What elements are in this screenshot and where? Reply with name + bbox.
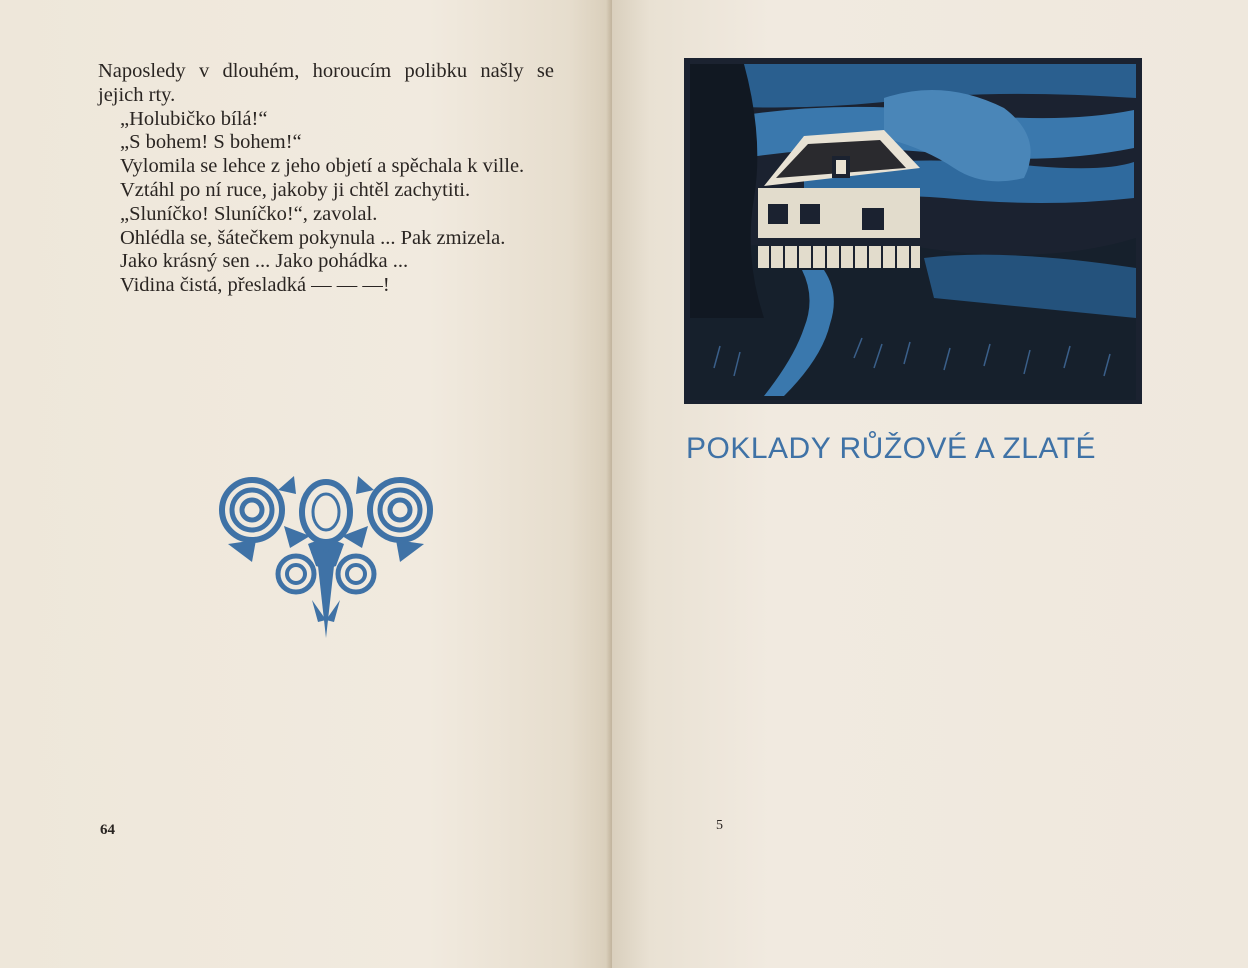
paragraph: Jako krásný sen ... Jako pohádka ...: [120, 250, 409, 273]
left-page: [0, 0, 612, 968]
paragraph: Ohlédla se, šátečkem pokynula ... Pak zmizela.: [120, 226, 506, 249]
woodcut-cottage-night-icon: [684, 58, 1142, 404]
paragraph: „S bohem! S bohem!“: [120, 131, 302, 154]
paragraph: Vylomila se lehce z jeho objetí a spěchala k ville.: [120, 155, 525, 178]
paragraph: Vztáhl po ní ruce, jakoby ji chtěl zachytiti.: [120, 178, 471, 201]
page-number: 64: [100, 822, 115, 838]
left-page-text: [98, 60, 554, 298]
paragraph: Naposledy v dlouhém, horoucím polibku našly se jejich rty.: [98, 60, 554, 106]
page-number: 5: [716, 818, 723, 833]
paragraph: „Holubičko bílá!“: [120, 107, 268, 130]
paragraph: Vidina čistá, přesladká — — —!: [120, 274, 390, 297]
paragraph: „Sluníčko! Sluníčko!“, zavolal.: [120, 202, 378, 225]
chapter-title: POKLADY RŮŽOVÉ A ZLATÉ: [686, 432, 1097, 465]
spiral-floral-ornament-icon: [218, 470, 434, 642]
